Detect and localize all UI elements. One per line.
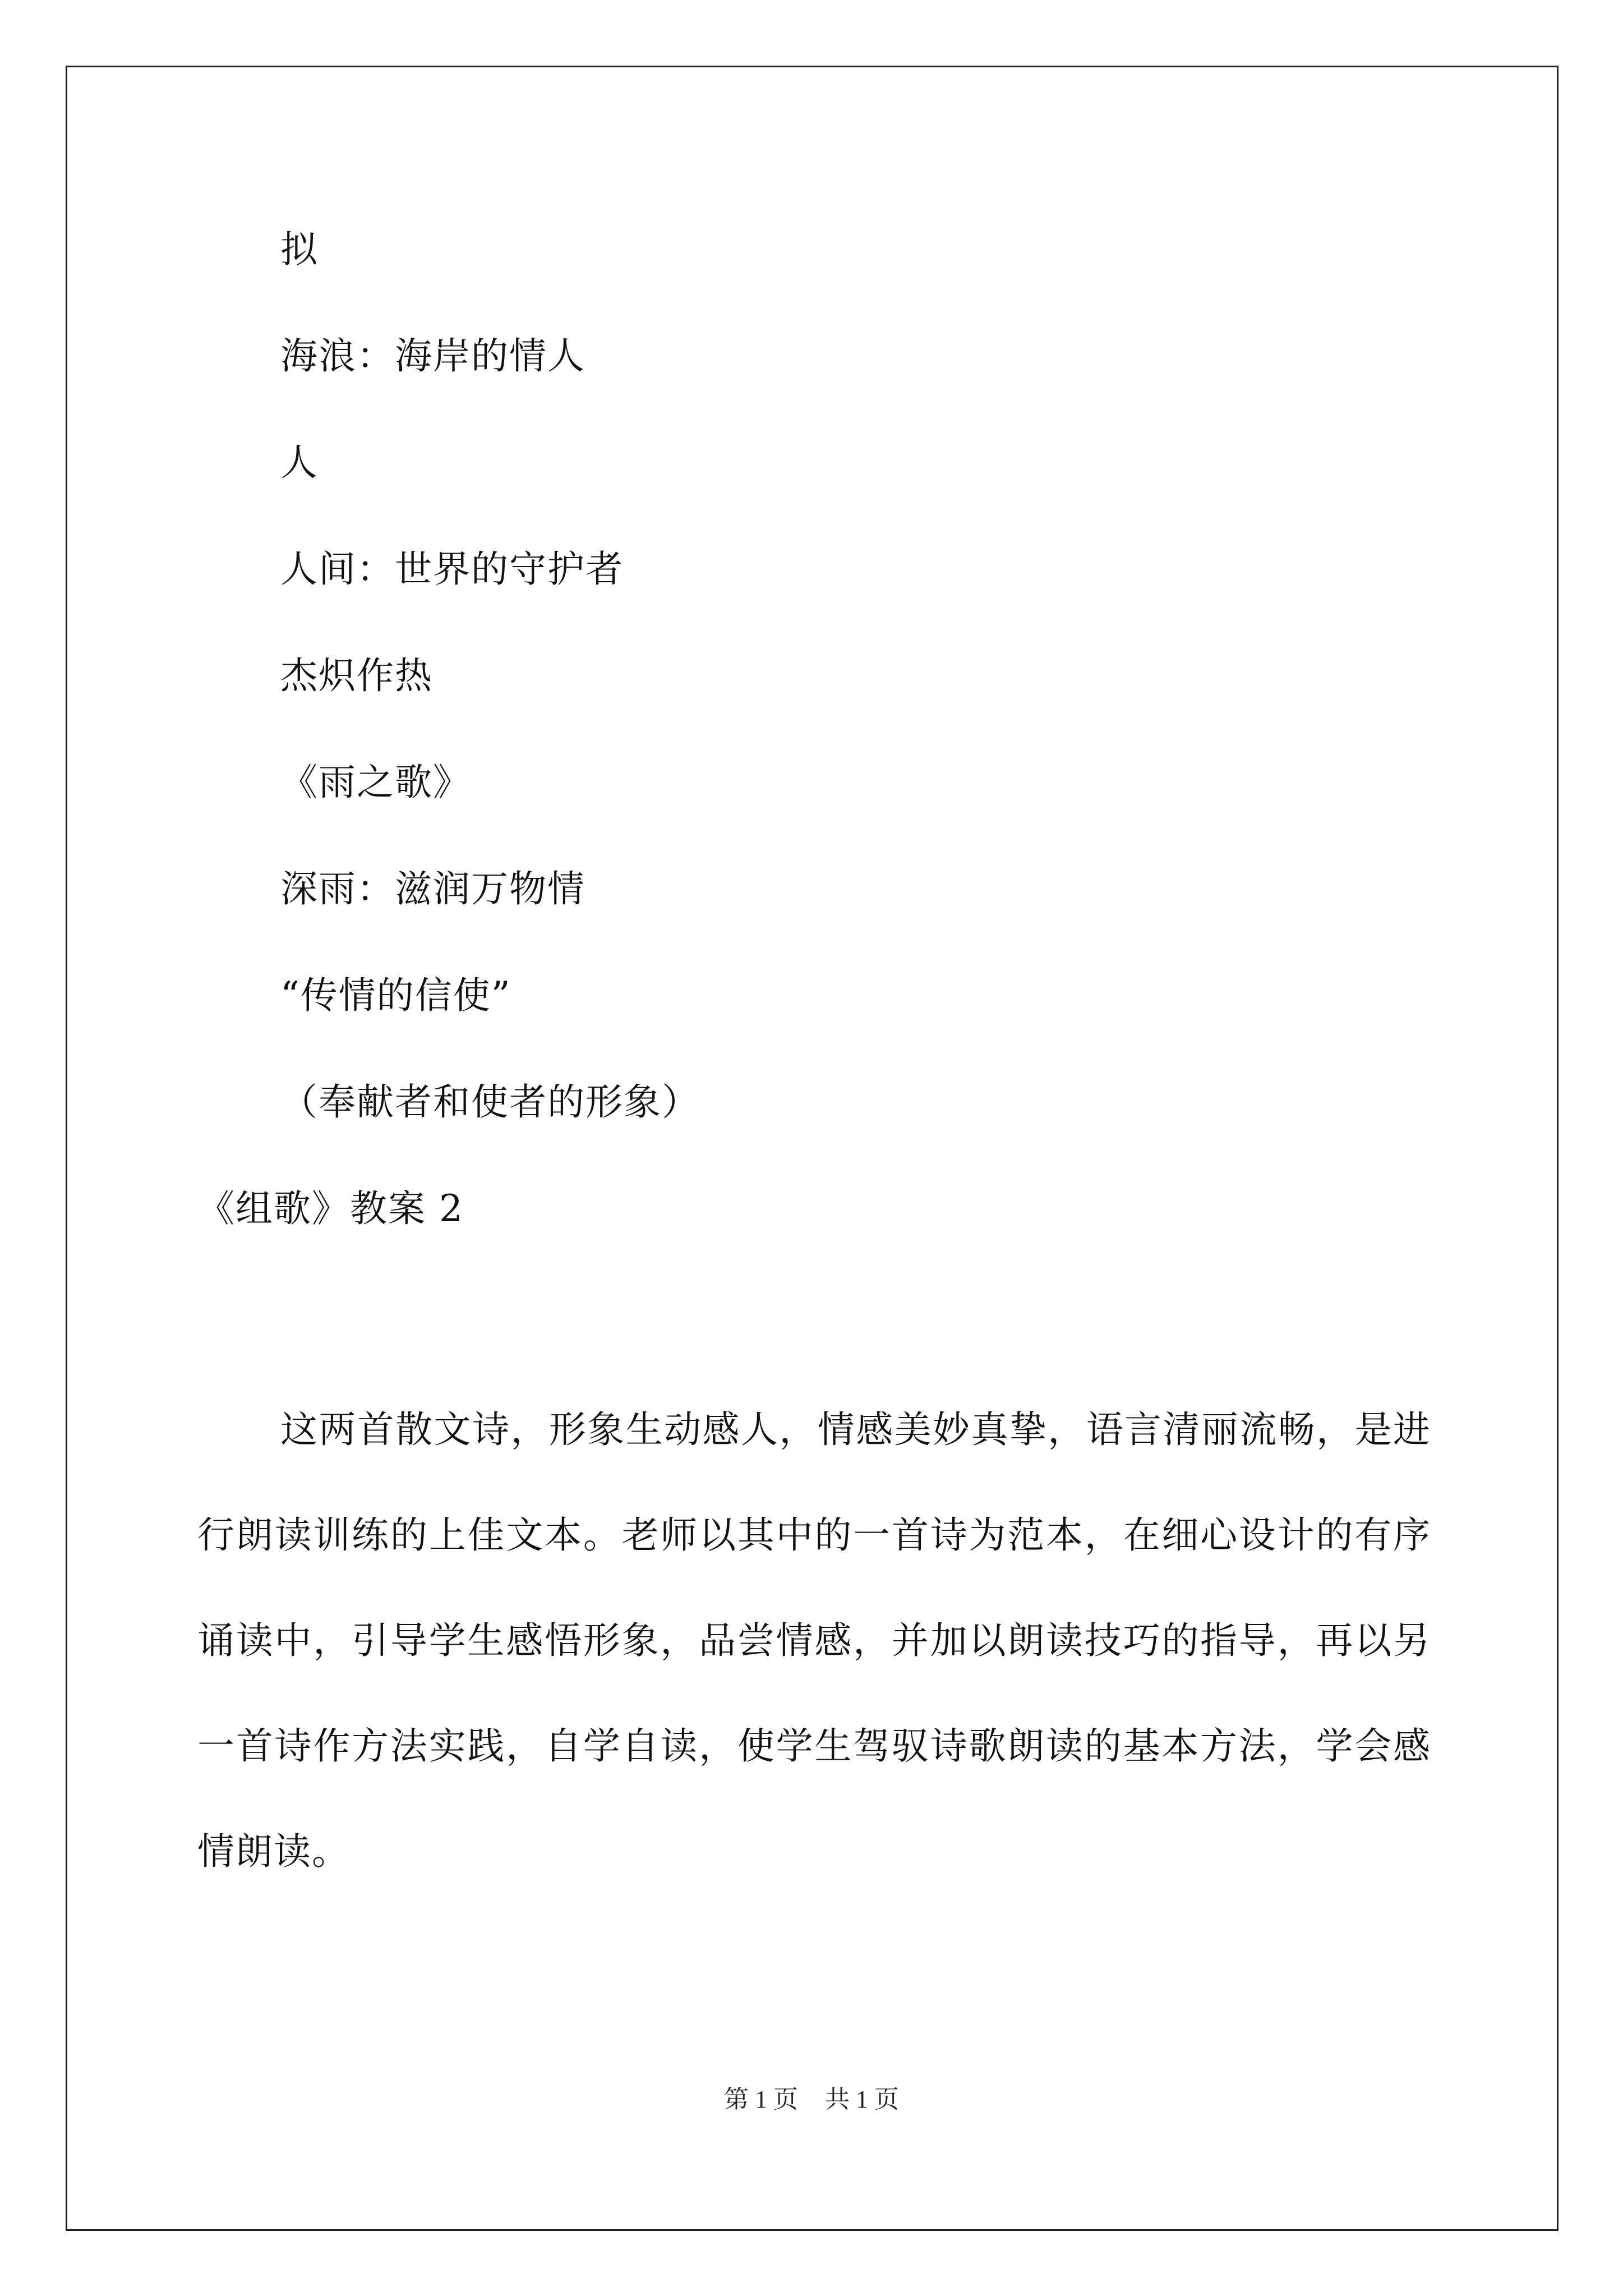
outline-line-6: 《雨之歌》 <box>280 761 471 804</box>
outline-line-4: 人间：世界的守护者 <box>280 547 624 591</box>
body-paragraph: 这两首散文诗，形象生动感人，情感美妙真挚，语言清丽流畅，是进行朗读训练的上佳文本。老师以其中的一首诗为范本，在细心设计的有序诵读中，引导学生感悟形象，品尝情感，并加以朗读技巧的指导，再以另一首诗作方法实践，自学自读，使学生驾驭诗歌朗读的基本方法，学会感情朗读。 <box>197 1408 1431 1873</box>
outline-line-1: 拟 <box>280 228 319 271</box>
page-frame <box>66 66 1559 2231</box>
page-number-current: 第 1 页 <box>724 2086 798 2113</box>
outline-line-9: （奉献者和使者的形象） <box>280 1080 700 1124</box>
outline-line-5: 杰炽作热 <box>280 654 433 697</box>
outline-line-8: “传情的信使” <box>280 974 511 1017</box>
page-number-total: 共 1 页 <box>825 2086 899 2113</box>
outline-line-3: 人 <box>280 441 319 484</box>
section-title: 《组歌》教案 2 <box>197 1187 464 1230</box>
page-footer <box>0 2084 1623 2115</box>
outline-line-7: 深雨：滋润万物情 <box>280 867 585 910</box>
outline-line-2: 海浪：海岸的情人 <box>280 334 585 378</box>
